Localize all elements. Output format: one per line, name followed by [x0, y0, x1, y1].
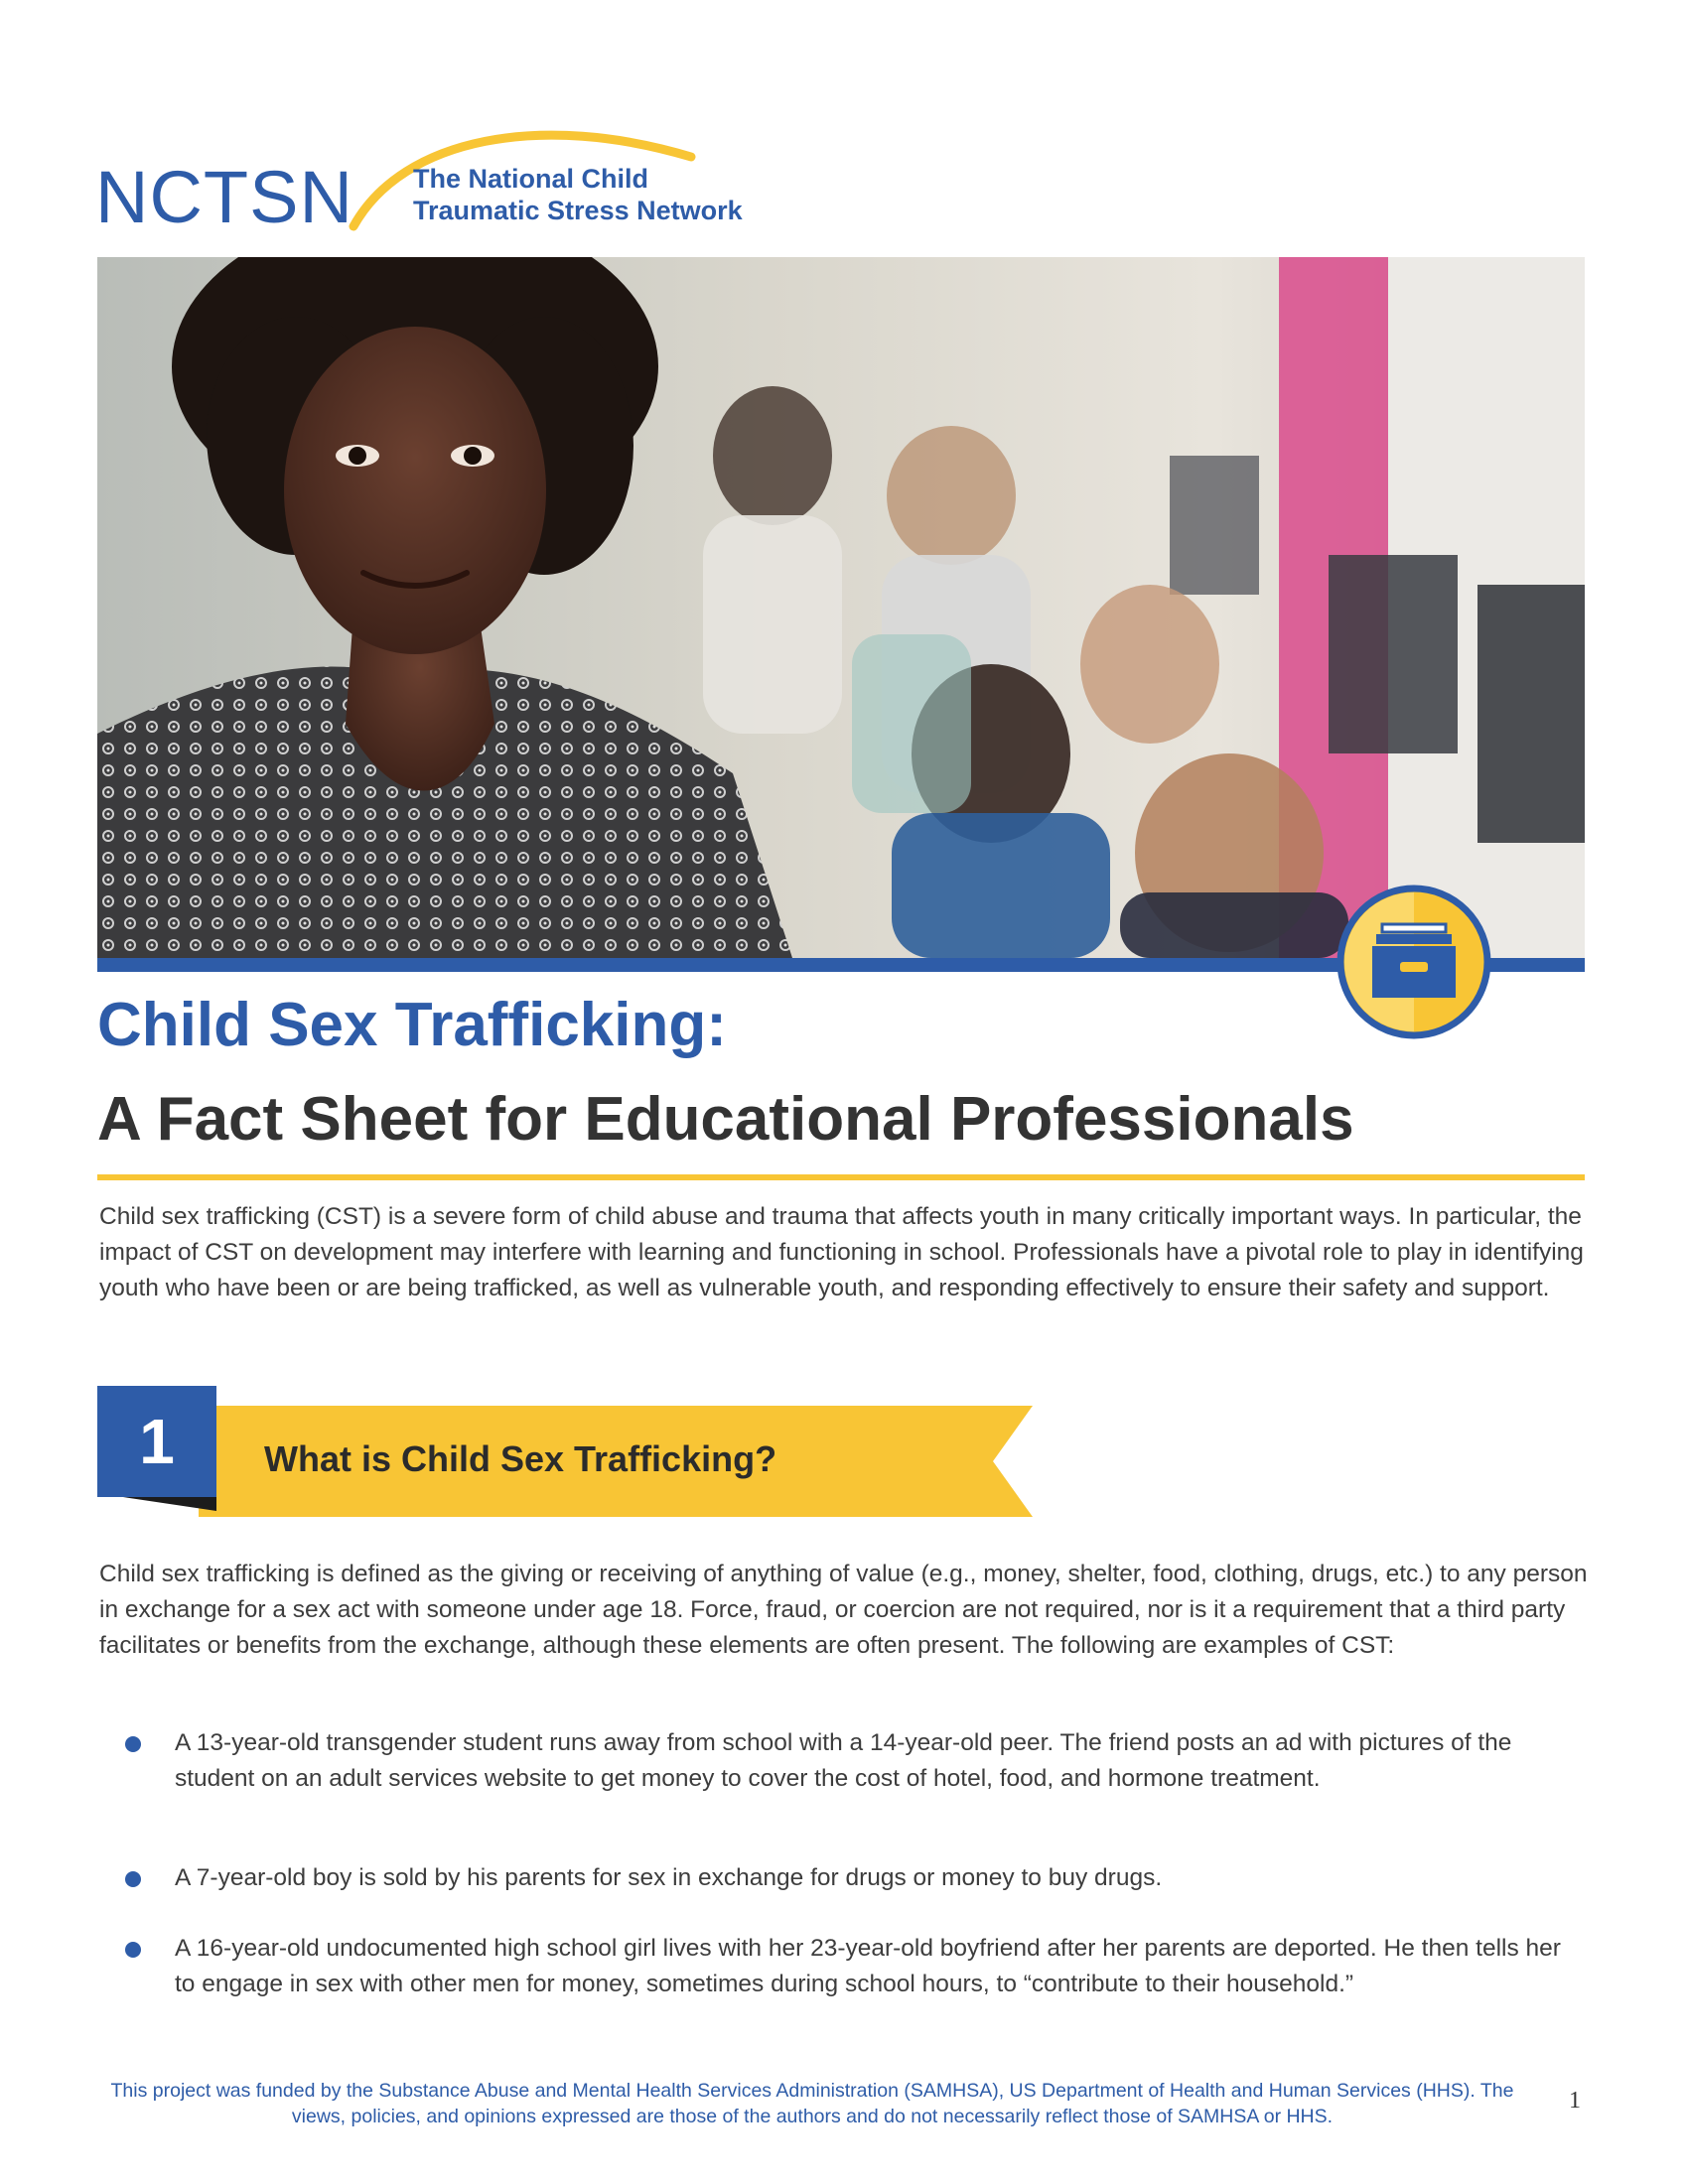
- hero-photo: [97, 257, 1585, 958]
- list-item-text: A 13-year-old transgender student runs away from school with a 14-year-old peer. The friend posts an ad with pictures of the student on an adult services website to get money to cover the cost of hotel, food, and hormone treatment.: [175, 1729, 1512, 1792]
- section1-body: Child sex trafficking is defined as the giving or receiving of anything of value (e.g., money, shelter, food, clothing, drugs, etc.) to any person in exchange for a sex act with someone under age 18. Force, fraud, or coercion are not required, nor is it a requirement that a third party facilitates or benefits from the exchange, although these elements are often present. The following are examples of CST:: [99, 1561, 1588, 1659]
- section1-title: What is Child Sex Trafficking?: [264, 1438, 777, 1479]
- intro-paragraph: Child sex trafficking (CST) is a severe form of child abuse and trauma that affects youth in many critically important ways. In particular, the impact of CST on development may interfere with learning and functioning in school. Professionals have a pivotal role to play in identifying youth who have been or are being trafficked, as well as vulnerable youth, and responding effectively to ensure their safety and support.: [99, 1203, 1584, 1301]
- logo-full-name: [413, 163, 743, 226]
- title-line1: Child Sex Trafficking:: [97, 991, 727, 1059]
- list-item-text: A 16-year-old undocumented high school girl lives with her 23-year-old boyfriend after her parents are deported. He then tells her to engage in sex with other men for money, sometimes during school hours, to “contribute to their household.”: [175, 1935, 1561, 1997]
- bullet-icon: [125, 1871, 141, 1887]
- logo-name-line1: The National Child: [413, 164, 649, 194]
- nctsn-logo: [95, 117, 751, 236]
- title-line2: A Fact Sheet for Educational Professionals: [97, 1085, 1354, 1154]
- bullet-icon: [125, 1736, 141, 1752]
- list-item-text: A 7-year-old boy is sold by his parents for sex in exchange for drugs or money to buy drugs.: [175, 1864, 1163, 1891]
- logo-name-line2: Traumatic Stress Network: [413, 196, 743, 225]
- bullet-icon: [125, 1942, 141, 1958]
- classroom-photo-illustration: [97, 257, 1585, 958]
- file-box-icon: [1336, 885, 1491, 1039]
- funding-disclaimer: This project was funded by the Substance Abuse and Mental Health Services Administration (SAMHSA), US Department of Health and Human Services (HHS). The views, policies, and opinions expressed are those of the authors and do not necessarily reflect those of SAMHSA or HHS.: [110, 2080, 1514, 2127]
- logo-acronym: NCTSN: [95, 156, 353, 238]
- section1-number: 1: [97, 1386, 216, 1497]
- page-number: 1: [1569, 2088, 1581, 2114]
- section1-number-shadow: [123, 1497, 216, 1511]
- title-rule: [97, 1174, 1585, 1180]
